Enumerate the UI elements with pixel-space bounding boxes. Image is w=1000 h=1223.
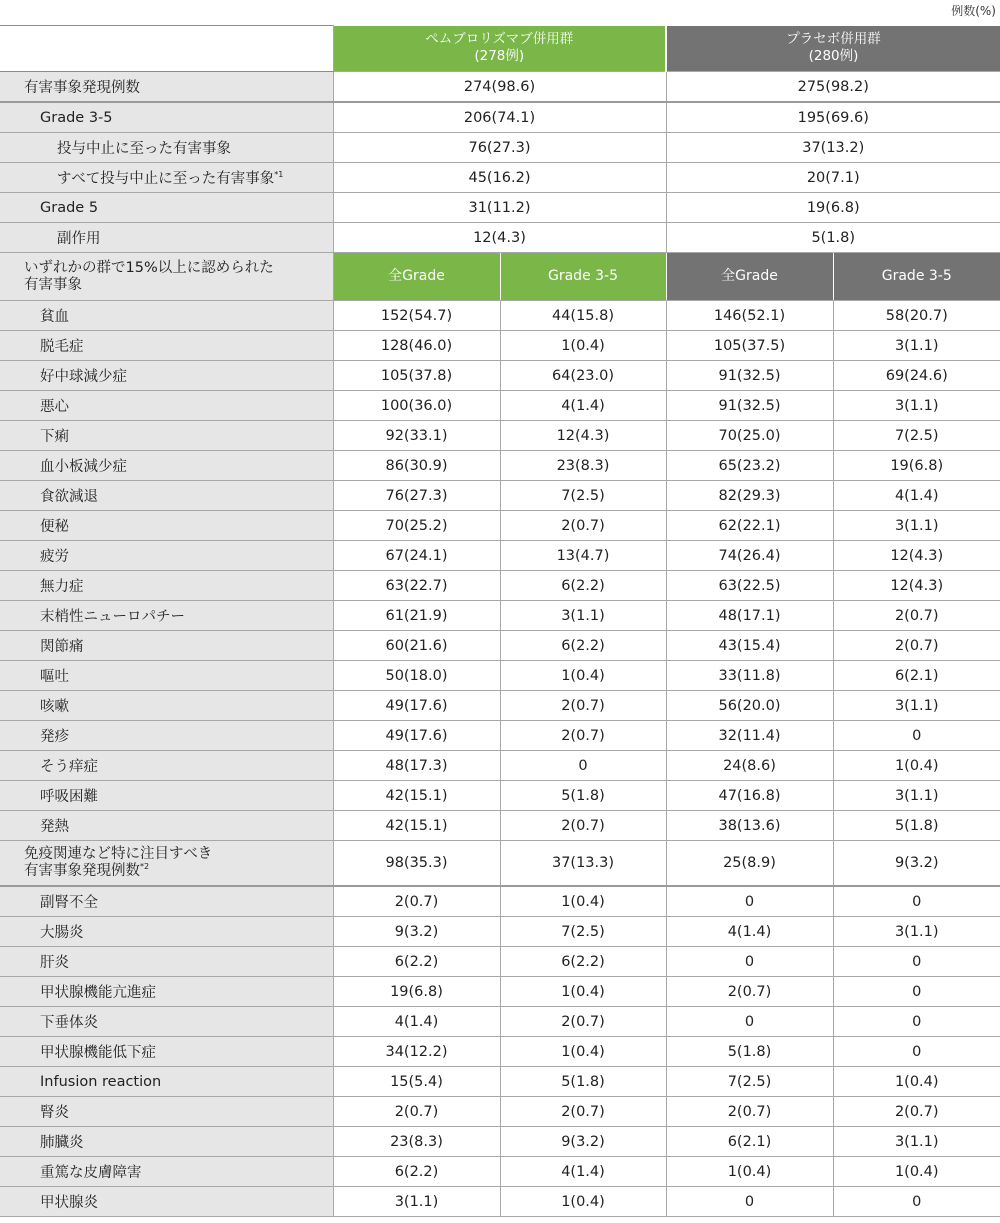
adverse-event-row: [0, 601, 1000, 631]
pembro-all-grade-value: 50(18.0): [333, 661, 500, 691]
adverse-event-row: [0, 361, 1000, 391]
event-name: そう痒症: [0, 751, 333, 781]
placebo-all-grade-value: 6(2.1): [666, 1127, 833, 1157]
event-name: 重篤な皮膚障害: [0, 1157, 333, 1187]
placebo-grade35-value: 0: [833, 886, 1000, 917]
summary-row: [0, 193, 1000, 223]
adverse-event-row: [0, 811, 1000, 841]
event-name: 疲労: [0, 541, 333, 571]
pembro-grade35-value: 2(0.7): [500, 1007, 666, 1037]
pembro-grade35-value: 3(1.1): [500, 601, 666, 631]
placebo-grade35-value: 0: [833, 977, 1000, 1007]
placebo-grade35-value: 9(3.2): [833, 841, 1000, 887]
pembro-grade35-value: 23(8.3): [500, 451, 666, 481]
placebo-all-grade-value: 24(8.6): [666, 751, 833, 781]
placebo-all-grade-value: 74(26.4): [666, 541, 833, 571]
row-label-text: 投与中止に至った有害事象: [57, 141, 231, 157]
pembro-value: 76(27.3): [333, 133, 666, 163]
placebo-all-grade-value: 56(20.0): [666, 691, 833, 721]
immune-event-row: [0, 1187, 1000, 1217]
section2-label: [0, 841, 333, 887]
section2-label-line1: 免疫関連など特に注目すべき: [24, 846, 213, 862]
placebo-all-grade-value: 1(0.4): [666, 1157, 833, 1187]
placebo-all-grade-value: 0: [666, 1007, 833, 1037]
pembro-all-grade-value: 70(25.2): [333, 511, 500, 541]
pembro-all-grade-value: 19(6.8): [333, 977, 500, 1007]
pembro-all-grade-value: 23(8.3): [333, 1127, 500, 1157]
placebo-all-grade-value: 25(8.9): [666, 841, 833, 887]
pembro-grade35-value: 1(0.4): [500, 886, 666, 917]
immune-event-row: [0, 1067, 1000, 1097]
pembro-all-grade-value: 60(21.6): [333, 631, 500, 661]
header-blank-cell: [0, 26, 333, 72]
placebo-all-grade-value: 91(32.5): [666, 361, 833, 391]
pembro-all-grade-value: 42(15.1): [333, 811, 500, 841]
event-name: 発熱: [0, 811, 333, 841]
pembro-grade35-value: 6(2.2): [500, 947, 666, 977]
pembro-group-header: [333, 26, 666, 72]
event-name: 甲状腺炎: [0, 1187, 333, 1217]
event-name: 食欲減退: [0, 481, 333, 511]
placebo-all-grade-value: 0: [666, 947, 833, 977]
pembro-grade35-value: 37(13.3): [500, 841, 666, 887]
immune-event-row: [0, 1007, 1000, 1037]
summary-row: [0, 133, 1000, 163]
pembro-all-grade-value: 6(2.2): [333, 947, 500, 977]
placebo-grade35-value: 69(24.6): [833, 361, 1000, 391]
placebo-grade35-value: 3(1.1): [833, 781, 1000, 811]
placebo-grade35-value: 1(0.4): [833, 751, 1000, 781]
adverse-event-row: [0, 661, 1000, 691]
adverse-event-row: [0, 721, 1000, 751]
pembro-all-grade-value: 86(30.9): [333, 451, 500, 481]
placebo-grade35-value: 1(0.4): [833, 1157, 1000, 1187]
pembro-value: 274(98.6): [333, 72, 666, 103]
pembro-grade35-value: 9(3.2): [500, 1127, 666, 1157]
event-name: 副腎不全: [0, 886, 333, 917]
footnote-mark: *1: [274, 170, 284, 180]
pembro-group-name: ペムブロリズマブ併用群: [425, 31, 574, 48]
placebo-all-grade-value: 65(23.2): [666, 451, 833, 481]
event-name: 甲状腺機能低下症: [0, 1037, 333, 1067]
immune-event-row: [0, 977, 1000, 1007]
event-name: 嘔吐: [0, 661, 333, 691]
placebo-grade35-value: 0: [833, 1007, 1000, 1037]
immune-event-row: [0, 1097, 1000, 1127]
adverse-event-row: [0, 751, 1000, 781]
placebo-all-grade-header: 全Grade: [666, 253, 833, 301]
placebo-all-grade-value: 4(1.4): [666, 917, 833, 947]
placebo-all-grade-value: 38(13.6): [666, 811, 833, 841]
placebo-all-grade-value: 7(2.5): [666, 1067, 833, 1097]
placebo-grade35-value: 2(0.7): [833, 631, 1000, 661]
adverse-event-row: [0, 451, 1000, 481]
row-label: [0, 223, 333, 253]
row-label-text: 有害事象発現例数: [24, 80, 140, 96]
row-label: [0, 72, 333, 103]
placebo-all-grade-value: 63(22.5): [666, 571, 833, 601]
placebo-grade35-value: 3(1.1): [833, 391, 1000, 421]
event-name: 血小板減少症: [0, 451, 333, 481]
pembro-grade35-value: 4(1.4): [500, 1157, 666, 1187]
placebo-grade35-value: 6(2.1): [833, 661, 1000, 691]
event-name: 下痢: [0, 421, 333, 451]
pembro-all-grade-value: 6(2.2): [333, 1157, 500, 1187]
summary-row: [0, 102, 1000, 133]
pembro-all-grade-value: 67(24.1): [333, 541, 500, 571]
placebo-grade35-value: 7(2.5): [833, 421, 1000, 451]
adverse-event-row: [0, 781, 1000, 811]
pembro-all-grade-value: 98(35.3): [333, 841, 500, 887]
footnote-mark: *2: [140, 862, 150, 872]
adverse-event-row: [0, 511, 1000, 541]
pembro-grade35-value: 1(0.4): [500, 1187, 666, 1217]
event-name: 肺臓炎: [0, 1127, 333, 1157]
unit-note: 例数(%): [951, 4, 996, 18]
pembro-all-grade-value: 2(0.7): [333, 1097, 500, 1127]
pembro-value: 206(74.1): [333, 102, 666, 133]
placebo-value: 19(6.8): [666, 193, 1000, 223]
placebo-grade35-value: 3(1.1): [833, 691, 1000, 721]
event-name: 咳嗽: [0, 691, 333, 721]
pembro-value: 45(16.2): [333, 163, 666, 193]
group-header-row: [0, 26, 1000, 72]
placebo-all-grade-value: 2(0.7): [666, 1097, 833, 1127]
pembro-grade35-value: 2(0.7): [500, 691, 666, 721]
pembro-all-grade-value: 92(33.1): [333, 421, 500, 451]
pembro-all-grade-header: 全Grade: [333, 253, 500, 301]
placebo-all-grade-value: 91(32.5): [666, 391, 833, 421]
placebo-grade35-value: 0: [833, 1187, 1000, 1217]
placebo-grade35-value: 1(0.4): [833, 1067, 1000, 1097]
section1-label-line2: 有害事象: [24, 276, 82, 293]
event-name: Infusion reaction: [0, 1067, 333, 1097]
pembro-all-grade-value: 15(5.4): [333, 1067, 500, 1097]
placebo-all-grade-value: 32(11.4): [666, 721, 833, 751]
placebo-all-grade-value: 5(1.8): [666, 1037, 833, 1067]
event-name: 好中球減少症: [0, 361, 333, 391]
section2-label-line2-wrap: [24, 863, 333, 880]
placebo-grade35-value: 3(1.1): [833, 917, 1000, 947]
summary-row: [0, 72, 1000, 103]
placebo-value: 195(69.6): [666, 102, 1000, 133]
pembro-all-grade-value: 9(3.2): [333, 917, 500, 947]
section1-label-line1: いずれかの群で15%以上に認められた: [24, 259, 274, 276]
placebo-grade35-value: 3(1.1): [833, 511, 1000, 541]
event-name: 発疹: [0, 721, 333, 751]
placebo-all-grade-value: 62(22.1): [666, 511, 833, 541]
pembro-grade35-value: 0: [500, 751, 666, 781]
placebo-all-grade-value: 82(29.3): [666, 481, 833, 511]
pembro-grade35-value: 6(2.2): [500, 631, 666, 661]
pembro-all-grade-value: 42(15.1): [333, 781, 500, 811]
pembro-grade35-value: 7(2.5): [500, 481, 666, 511]
placebo-grade35-value: 12(4.3): [833, 541, 1000, 571]
placebo-value: 5(1.8): [666, 223, 1000, 253]
pembro-grade35-value: 64(23.0): [500, 361, 666, 391]
placebo-all-grade-value: 43(15.4): [666, 631, 833, 661]
adverse-event-row: [0, 691, 1000, 721]
pembro-grade35-header: Grade 3-5: [500, 253, 666, 301]
immune-event-row: [0, 947, 1000, 977]
adverse-event-row: [0, 301, 1000, 331]
pembro-all-grade-value: 63(22.7): [333, 571, 500, 601]
adverse-event-row: [0, 331, 1000, 361]
adverse-event-row: [0, 541, 1000, 571]
summary-row: [0, 223, 1000, 253]
immune-event-row: [0, 1127, 1000, 1157]
pembro-group-n: (278例): [474, 48, 525, 65]
pembro-grade35-value: 2(0.7): [500, 511, 666, 541]
placebo-all-grade-value: 0: [666, 1187, 833, 1217]
placebo-group-n: (280例): [808, 48, 859, 65]
event-name: 肝炎: [0, 947, 333, 977]
event-name: 無力症: [0, 571, 333, 601]
row-label-text: 副作用: [57, 231, 101, 247]
pembro-grade35-value: 1(0.4): [500, 661, 666, 691]
event-name: 甲状腺機能亢進症: [0, 977, 333, 1007]
placebo-grade35-value: 0: [833, 1037, 1000, 1067]
placebo-value: 20(7.1): [666, 163, 1000, 193]
placebo-grade35-value: 2(0.7): [833, 601, 1000, 631]
event-name: 脱毛症: [0, 331, 333, 361]
pembro-all-grade-value: 49(17.6): [333, 721, 500, 751]
adverse-event-row: [0, 631, 1000, 661]
placebo-all-grade-value: 48(17.1): [666, 601, 833, 631]
pembro-grade35-value: 1(0.4): [500, 331, 666, 361]
placebo-all-grade-value: 47(16.8): [666, 781, 833, 811]
pembro-grade35-value: 1(0.4): [500, 1037, 666, 1067]
pembro-grade35-value: 7(2.5): [500, 917, 666, 947]
immune-event-row: [0, 917, 1000, 947]
row-label: [0, 163, 333, 193]
placebo-value: 37(13.2): [666, 133, 1000, 163]
event-name: 貧血: [0, 301, 333, 331]
event-name: 末梢性ニューロパチー: [0, 601, 333, 631]
event-name: 呼吸困難: [0, 781, 333, 811]
placebo-value: 275(98.2): [666, 72, 1000, 103]
adverse-event-row: [0, 481, 1000, 511]
immune-event-row: [0, 1157, 1000, 1187]
row-label: [0, 102, 333, 133]
pembro-all-grade-value: 61(21.9): [333, 601, 500, 631]
row-label-text: すべて投与中止に至った有害事象: [57, 171, 275, 187]
placebo-grade35-value: 0: [833, 721, 1000, 751]
placebo-all-grade-value: 70(25.0): [666, 421, 833, 451]
placebo-grade35-value: 3(1.1): [833, 331, 1000, 361]
row-label-text: Grade 3-5: [40, 109, 113, 126]
pembro-value: 31(11.2): [333, 193, 666, 223]
pembro-grade35-value: 2(0.7): [500, 811, 666, 841]
placebo-group-header: [666, 26, 1000, 72]
pembro-all-grade-value: 4(1.4): [333, 1007, 500, 1037]
event-name: 下垂体炎: [0, 1007, 333, 1037]
placebo-all-grade-value: 105(37.5): [666, 331, 833, 361]
immune-event-row: [0, 886, 1000, 917]
pembro-all-grade-value: 49(17.6): [333, 691, 500, 721]
pembro-all-grade-value: 152(54.7): [333, 301, 500, 331]
summary-row: [0, 163, 1000, 193]
placebo-all-grade-value: 2(0.7): [666, 977, 833, 1007]
placebo-grade35-value: 5(1.8): [833, 811, 1000, 841]
pembro-all-grade-value: 105(37.8): [333, 361, 500, 391]
pembro-grade35-value: 2(0.7): [500, 721, 666, 751]
placebo-grade35-value: 0: [833, 947, 1000, 977]
pembro-grade35-value: 6(2.2): [500, 571, 666, 601]
pembro-grade35-value: 1(0.4): [500, 977, 666, 1007]
event-name: 便秘: [0, 511, 333, 541]
event-name: 悪心: [0, 391, 333, 421]
placebo-all-grade-value: 33(11.8): [666, 661, 833, 691]
pembro-all-grade-value: 48(17.3): [333, 751, 500, 781]
placebo-all-grade-value: 0: [666, 886, 833, 917]
pembro-grade35-value: 4(1.4): [500, 391, 666, 421]
event-name: 関節痛: [0, 631, 333, 661]
adverse-event-row: [0, 571, 1000, 601]
pembro-all-grade-value: 3(1.1): [333, 1187, 500, 1217]
adverse-event-row: [0, 391, 1000, 421]
placebo-group-name: プラセボ併用群: [786, 31, 881, 48]
placebo-grade35-value: 4(1.4): [833, 481, 1000, 511]
placebo-all-grade-value: 146(52.1): [666, 301, 833, 331]
section1-label: [0, 253, 333, 301]
placebo-grade35-header: Grade 3-5: [833, 253, 1000, 301]
placebo-grade35-value: 19(6.8): [833, 451, 1000, 481]
immune-event-row: [0, 1037, 1000, 1067]
pembro-grade35-value: 13(4.7): [500, 541, 666, 571]
pembro-grade35-value: 5(1.8): [500, 781, 666, 811]
pembro-grade35-value: 44(15.8): [500, 301, 666, 331]
section2-header-row: [0, 841, 1000, 887]
pembro-all-grade-value: 34(12.2): [333, 1037, 500, 1067]
placebo-grade35-value: 3(1.1): [833, 1127, 1000, 1157]
pembro-all-grade-value: 100(36.0): [333, 391, 500, 421]
row-label-text: Grade 5: [40, 199, 99, 216]
section1-header-row: [0, 253, 1000, 301]
adverse-event-row: [0, 421, 1000, 451]
placebo-grade35-value: 58(20.7): [833, 301, 1000, 331]
placebo-grade35-value: 2(0.7): [833, 1097, 1000, 1127]
adverse-events-table: [0, 25, 1000, 1217]
pembro-value: 12(4.3): [333, 223, 666, 253]
placebo-grade35-value: 12(4.3): [833, 571, 1000, 601]
event-name: 腎炎: [0, 1097, 333, 1127]
row-label: [0, 133, 333, 163]
pembro-grade35-value: 12(4.3): [500, 421, 666, 451]
section2-label-line2: 有害事象発現例数: [24, 863, 140, 879]
pembro-all-grade-value: 128(46.0): [333, 331, 500, 361]
pembro-grade35-value: 5(1.8): [500, 1067, 666, 1097]
event-name: 大腸炎: [0, 917, 333, 947]
pembro-all-grade-value: 76(27.3): [333, 481, 500, 511]
pembro-grade35-value: 2(0.7): [500, 1097, 666, 1127]
row-label: [0, 193, 333, 223]
pembro-all-grade-value: 2(0.7): [333, 886, 500, 917]
